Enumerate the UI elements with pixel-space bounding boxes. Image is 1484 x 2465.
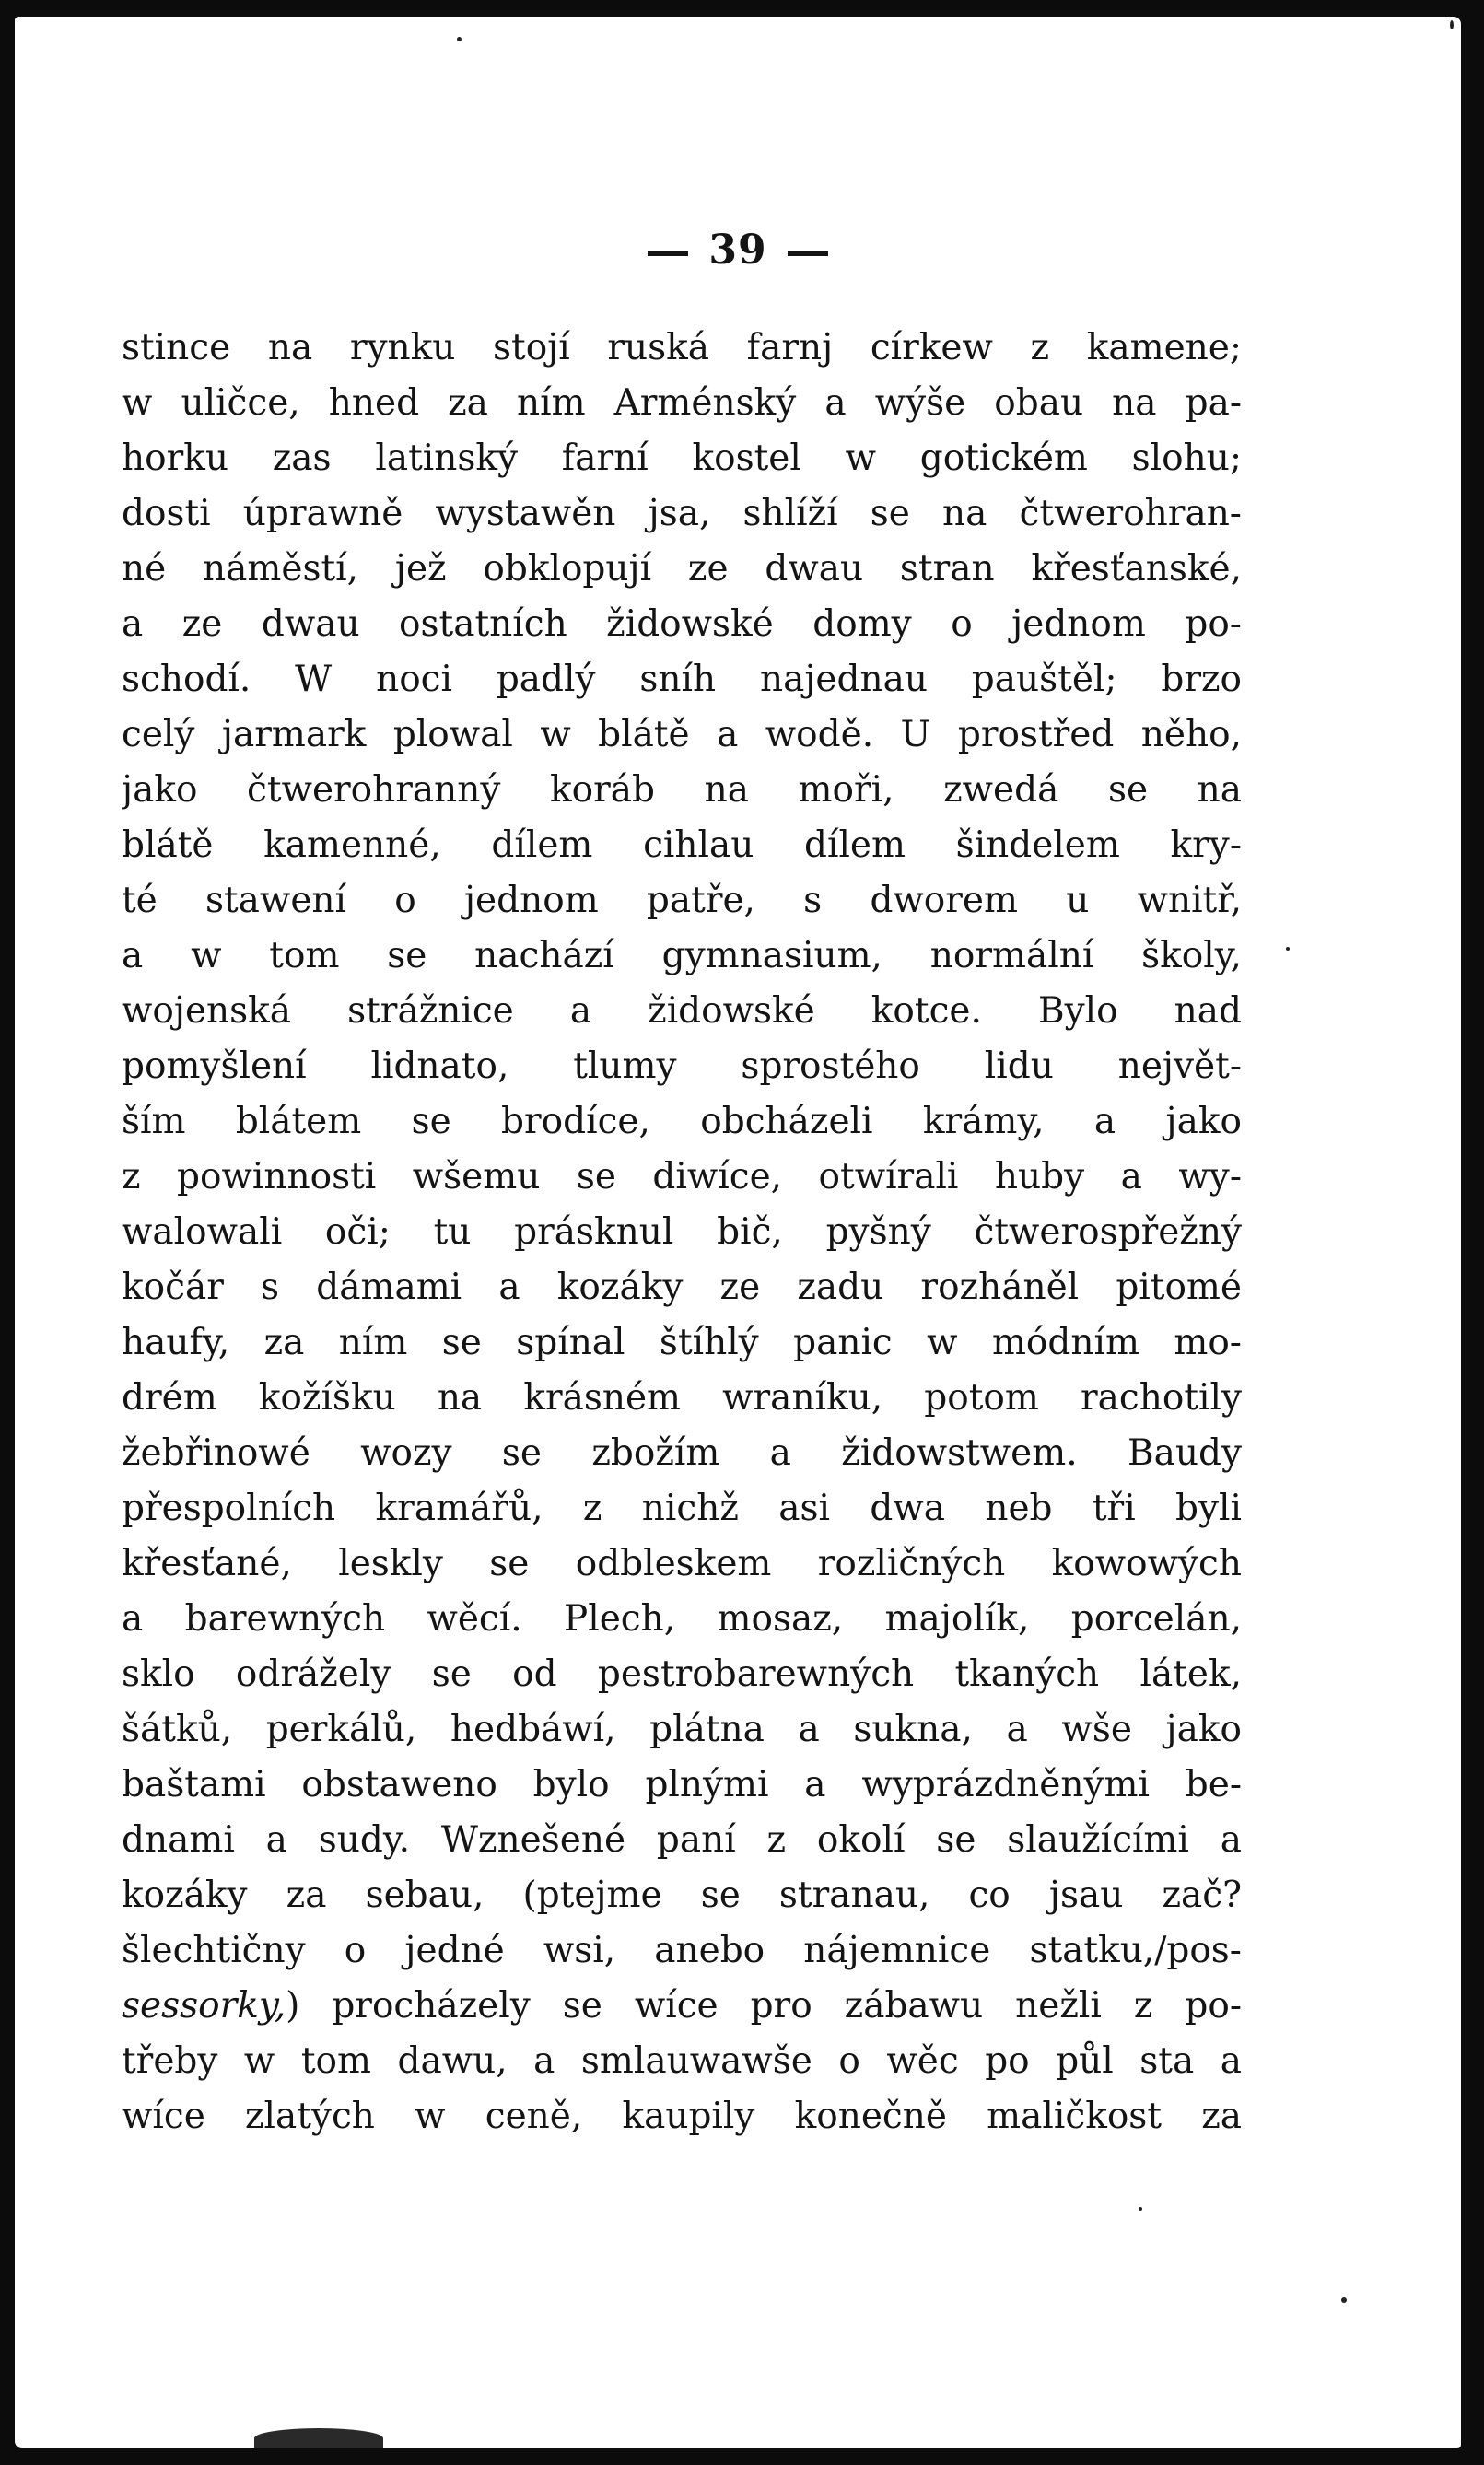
text-line: šátků, perkálů, hedbáwí, plátna a sukna, a wše jako (122, 1709, 1242, 1750)
ink-speck (1450, 20, 1454, 29)
text-line: kozáky za sebau, (ptejme se stranau, co jsau zač? (122, 1875, 1242, 1916)
text-line: a w tom se nachází gymnasium, normální školy, (122, 935, 1242, 976)
text-line: šlechtičny o jedné wsi, anebo nájemnice statku,/pos- (122, 1930, 1242, 1971)
book-page (15, 17, 1461, 2448)
text-line: haufy, za ním se spínal štíhlý panic w módním mo- (122, 1322, 1242, 1363)
text-line: dosti úprawně wystawěn jsa, shlíží se na čtwerohran- (122, 493, 1242, 534)
ink-speck (1139, 2207, 1142, 2211)
body-text (122, 321, 1242, 2144)
text-line: drém kožíšku na krásném wraníku, potom rachotily (122, 1377, 1242, 1419)
text-line: dnami a sudy. Wznešené paní z okolí se slaužícími a (122, 1819, 1242, 1861)
text-line: a barewných wěcí. Plech, mosaz, majolík, porcelán, (122, 1598, 1242, 1640)
binding-shadow (254, 2428, 383, 2448)
text-line: stince na rynku stojí ruská farnj církew z kamene; (122, 327, 1242, 368)
right-dash (788, 251, 828, 256)
text-line: křesťané, leskly se odbleskem rozličných kowowých (122, 1543, 1242, 1584)
text-line: z powinnosti wšemu se diwíce, otwírali huby a wy- (122, 1156, 1242, 1197)
text-line: sklo odrážely se od pestrobarewných tkaných látek, (122, 1653, 1242, 1695)
text-line: blátě kamenné, dílem cihlau dílem šindelem kry- (122, 824, 1242, 866)
text-line: schodí. W noci padlý sníh najednau pauštěl; brzo (122, 659, 1242, 700)
ink-speck (1286, 947, 1290, 951)
text-line: přespolních kramářů, z nichž asi dwa neb tři byli (122, 1488, 1242, 1529)
text-line: baštami obstaweno bylo plnými a wyprázdněnými be- (122, 1764, 1242, 1805)
text-line: té stawení o jednom patře, s dworem u wnitř, (122, 880, 1242, 921)
text-line: wíce zlatých w ceně, kaupily konečně maličkost za (122, 2096, 1242, 2137)
text-line-mixed (122, 1979, 1242, 2034)
text-line-rest: ) procházely se wíce pro zábawu nežli z po- (286, 1985, 1242, 2027)
text-line: celý jarmark plowal w blátě a wodě. U prostřed něho, (122, 714, 1242, 755)
text-line: ším blátem se brodíce, obcházeli krámy, a jako (122, 1101, 1242, 1142)
text-line: kočár s dámami a kozáky ze zadu rozháněl pitomé (122, 1267, 1242, 1308)
text-line: horku zas latinský farní kostel w gotickém slohu; (122, 438, 1242, 479)
page-number (15, 227, 1461, 274)
text-line: w uličce, hned za ním Arménský a wýše obau na pa- (122, 382, 1242, 424)
text-line: žebřinowé wozy se zbožím a židowstwem. Baudy (122, 1432, 1242, 1474)
left-dash (648, 251, 688, 256)
ink-speck (1341, 2297, 1347, 2303)
text-line: pomyšlení lidnato, tlumy sprostého lidu největ- (122, 1046, 1242, 1087)
text-line: né náměstí, jež obklopují ze dwau stran křesťanské, (122, 548, 1242, 590)
text-line: wojenská strážnice a židowské kotce. Bylo nad (122, 990, 1242, 1032)
ink-speck (457, 37, 462, 41)
italic-word: sessorky, (122, 1985, 286, 2027)
text-line: jako čtwerohranný koráb na moři, zwedá se na (122, 769, 1242, 811)
page-number-value: 39 (708, 227, 767, 274)
text-line: třeby w tom dawu, a smlauwawše o wěc po půl sta a (122, 2040, 1242, 2082)
text-line: walowali oči; tu prásknul bič, pyšný čtwerospřežný (122, 1211, 1242, 1253)
text-line: a ze dwau ostatních židowské domy o jednom po- (122, 603, 1242, 645)
